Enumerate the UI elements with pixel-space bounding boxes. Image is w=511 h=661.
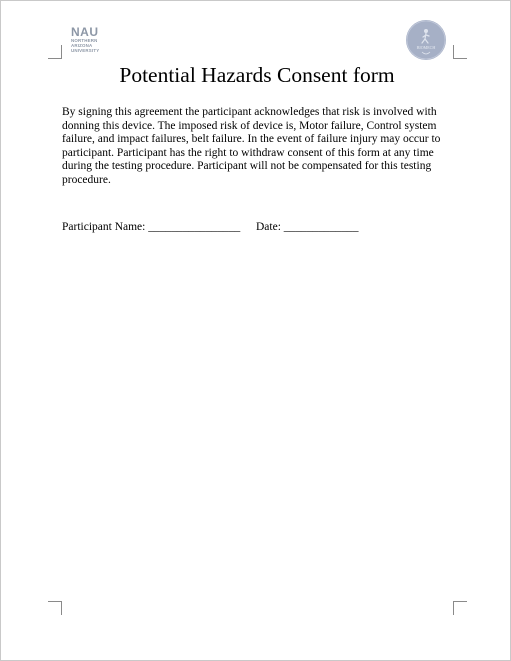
consent-paragraph: By signing this agreement the participant acknowledges that risk is involved with donning this device. The imposed risk of device is, Motor failure, Control system failure, and impact failures, belt failure. In the event of failure injury may occur to participant. Participant has the right to withdraw consent of this form at any time during the testing procedure. Participant will not be compensated for this testing procedure. (62, 106, 441, 186)
crop-mark-bottom-right (453, 601, 467, 615)
participant-name-field: Participant Name: ________________ (62, 221, 241, 233)
seal-graphic (406, 20, 446, 60)
svg-text:BIOMECH: BIOMECH (416, 45, 436, 50)
crop-mark-bottom-left (48, 601, 62, 615)
nau-logo-mark: NAU (71, 25, 99, 39)
crop-mark-top-left (48, 45, 62, 59)
date-field: Date: _____________ (255, 221, 359, 233)
nau-logo (71, 26, 111, 54)
nau-logo-line-1: NORTHERN (71, 38, 98, 43)
page-title: Potential Hazards Consent form (119, 63, 395, 87)
signature-line (62, 221, 359, 235)
crop-mark-top-right (453, 45, 467, 59)
lab-seal-logo (406, 20, 446, 60)
nau-logo-line-3: UNIVERSITY (71, 48, 100, 53)
nau-logo-line-2: ARIZONA (71, 43, 93, 48)
